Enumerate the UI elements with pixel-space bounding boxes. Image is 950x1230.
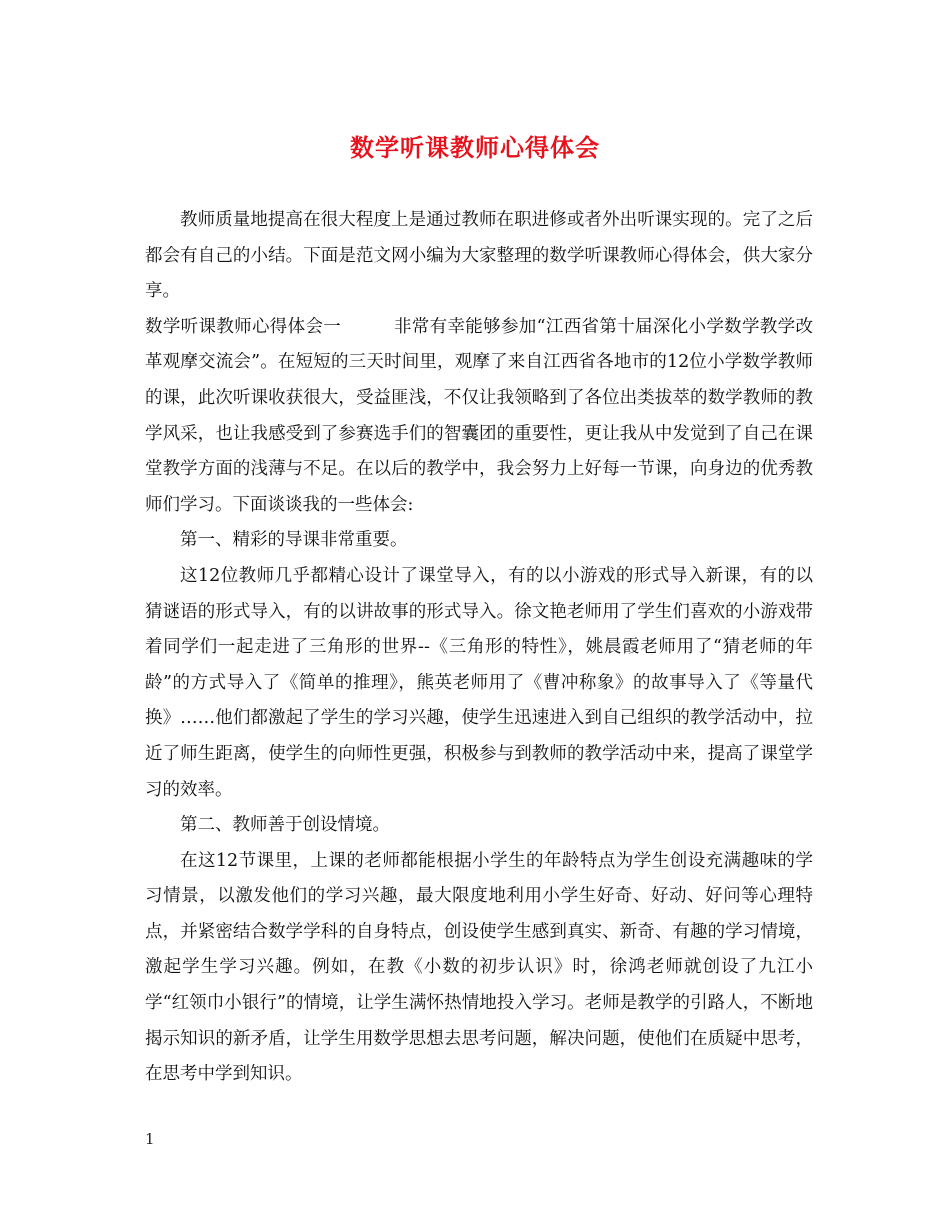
document-title: 数学听课教师心得体会: [350, 133, 600, 162]
section-paragraph: [145, 310, 813, 524]
section-heading: 数学听课教师心得体会一: [145, 316, 342, 337]
point2-paragraph: 在这12节课里，上课的老师都能根据小学生的年龄特点为学生创设充满趣味的学习情景，以激发他们的学习兴趣，最大限度地利用小学生好奇、好动、好问等心理特点，并紧密结合数学学科的自身特点，创设使学生感到真实、新奇、有趣的学习情境，激起学生学习兴趣。例如，在教《小数的初步认识》时，徐鸿老师就创设了九江小学“红领巾小银行”的情境，让学生满怀热情地投入学习。老师是教学的引路人，不断地揭示知识的新矛盾，让学生用数学思想去思考问题，解决问题，使他们在质疑中思考，在思考中学到知识。: [145, 850, 813, 1085]
point1-paragraph: 这12位教师几乎都精心设计了课堂导入，有的以小游戏的形式导入新课，有的以猜谜语的形式导入，有的以讲故事的形式导入。徐文艳老师用了学生们喜欢的小游戏带着同学们一起走进了三角形的世界--《三角形的特性》，姚晨霞老师用了“猜老师的年龄”的方式导入了《简单的推理》，熊英老师用了《曹冲称象》的故事导入了《等量代换》……他们都激起了学生的学习兴趣，使学生迅速进入到自己组织的教学活动中，拉近了师生距离，使学生的向师性更强，积极参与到教师的教学活动中来，提高了课堂学习的效率。: [145, 565, 813, 800]
document-body: [145, 203, 813, 1093]
point1-heading: 第一、精彩的导课非常重要。: [180, 530, 408, 551]
section-body: 非常有幸能够参加“江西省第十届深化小学数学教学改革观摩交流会”。在短短的三天时间里，观摩了来自江西省各地市的12位小学数学教师的课，此次听课收获很大，受益匪浅，不仅让我领略到了各位出类拔萃的数学教师的教学风采，也让我感受到了参赛选手们的智囊团的重要性，更让我从中发觉到了自己在课堂教学方面的浅薄与不足。在以后的教学中，我会努力上好每一节课，向身边的优秀教师们学习。下面谈谈我的一些体会:: [145, 316, 814, 515]
page-number: 1: [145, 1130, 155, 1148]
point2-heading: 第二、教师善于创设情境。: [180, 815, 390, 836]
intro-paragraph: 教师质量地提高在很大程度上是通过教师在职进修或者外出听课实现的。完了之后都会有自己的小结。下面是范文网小编为大家整理的数学听课教师心得体会，供大家分享。: [145, 210, 813, 302]
